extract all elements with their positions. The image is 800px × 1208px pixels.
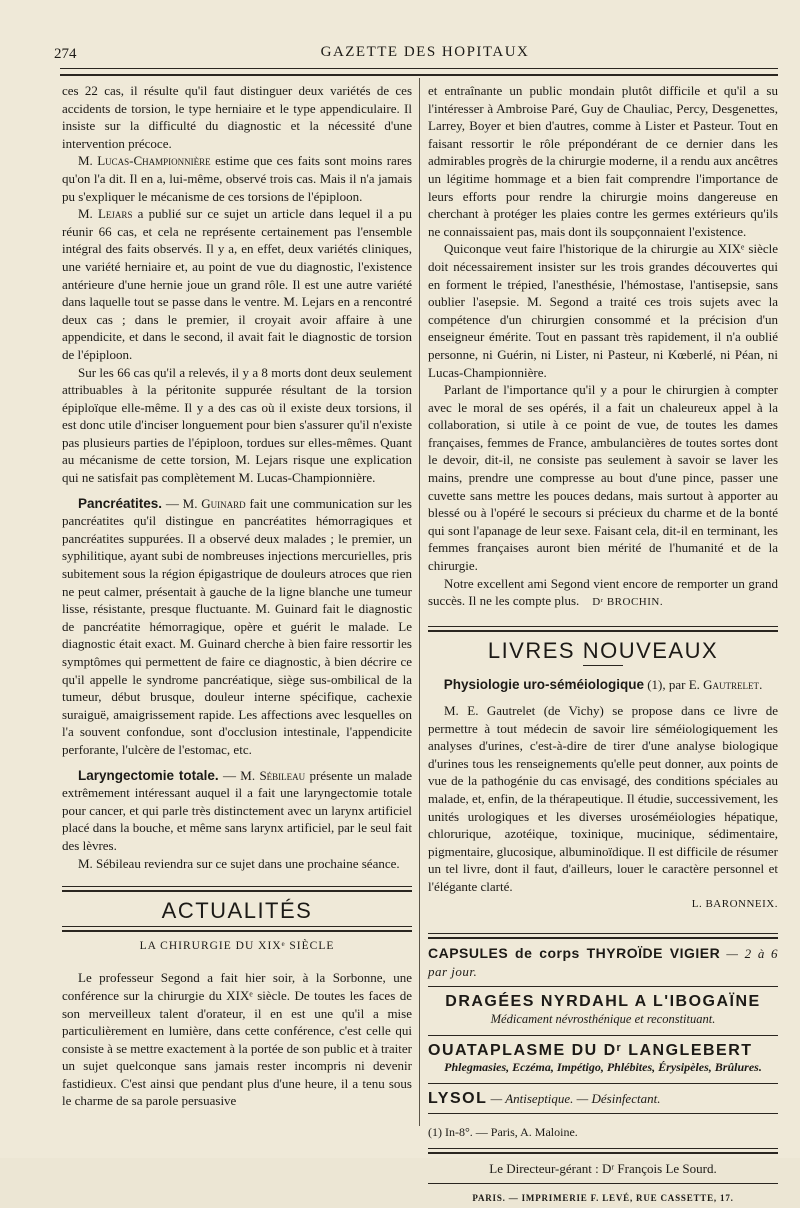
section-rule [62, 926, 412, 932]
section-rule [428, 933, 778, 939]
header-rule [60, 68, 778, 76]
footer-rule [428, 1183, 778, 1184]
printer-imprint: PARIS. — IMPRIMERIE F. LEVÉ, RUE CASSETTE, 17. [472, 1193, 734, 1204]
ad-text: LYSOL [428, 1089, 488, 1107]
author-signature: Dʳ BROCHIN. [592, 596, 664, 609]
ad-tagline: Phlegmasies, Eczéma, Impétigo, Phlébites, Érysipèles, Brûlures. [444, 1060, 762, 1075]
paragraph-text: présente un malade extrêmement intéressant auquel il a fait une laryngectomie totale pour cancer, et qui parle très distinctement avec un larynx artificiel placé dans la bouche, et même sans larynx artificiel, par le seul fait des lèvres. [62, 767, 413, 853]
paragraph-text: — M. [218, 767, 260, 783]
column-divider [419, 78, 420, 1126]
paragraph: et entraînante un public mondain plutôt difficile et qu'il a su l'intéresser à Ambroise Paré, Guy de Chauliac, Percy, Desgenettes, Larrey, Boyer et bien d'autres, comme à Lister et Pasteur. Tout en faisant ressortir le rôle prépondérant de ce dernier dans les admirables progrès de la chirurgie moderne, il a rendu aux ancêtres un légitime hommage et a bien fait comprendre l'importance de leurs efforts pour rendre la chirurgie moins dangereuse en cherchant à protéger les plaies contre les germes extérieurs qu'ils ne connaissaient pas, mais dont ils soupçonnaient l'existence. [428, 83, 778, 239]
topic-heading: Laryngectomie totale. [78, 767, 219, 783]
paragraph-text: Notre excellent ami Segond vient encore de remporter un grand succès. Il ne les compte plus. [428, 575, 778, 609]
advertisement-capsules [428, 945, 778, 980]
paragraph-text: a publié sur ce sujet un article dans lequel il a pu réunir 66 cas, et cela ne représente certainement pas l'ensemble intégral des faits observés. Il y a, en effet, deux variétés cliniques, une variété herniaire et, au point de vue du diagnostic, l'existence antérieure d'une hernie joue un grand rôle. Il est une autre variété dans laquelle tout se passe dans le ventre. M. Lejars en a rencontré deux cas ; dans le premier, il croyait avoir affaire à une appendicite, et dans le second, il avait fait le diagnostic de torsion de l'épiploon. [62, 206, 412, 362]
paragraph-text: estime que ces faits sont moins rares qu'on l'a dit. Il en a, lui-même, observé trois cas. Mais il n'a jamais pu s'expliquer le mécanisme de ces torsions de l'épiploon. [62, 153, 412, 204]
section-title: LIVRES NOUVEAUX [487, 637, 719, 663]
directeur-gerant: Le Directeur-gérant : Dʳ François Le Sourd. [489, 1160, 717, 1176]
book-heading [428, 676, 778, 694]
paragraph: ces 22 cas, il résulte qu'il faut distinguer deux variétés de ces accidents de torsion, le type herniaire et le type appendiculaire. Il insiste sur la difficulté du diagnostic et la nécessité d'une intervention précoce. [62, 83, 412, 151]
ad-divider [428, 1113, 778, 1114]
ad-dosage: — 2 à 6 par jour. [428, 946, 778, 979]
speaker-name: M. Lejars [78, 206, 133, 222]
paragraph [62, 767, 412, 855]
book-author: Gautrelet [703, 677, 760, 693]
right-column [428, 82, 778, 1208]
title-underline [583, 665, 623, 666]
speaker-name: Guinard [201, 495, 246, 511]
advertisement-ouataplasme: OUATAPLASME DU Dʳ LANGLEBERT [428, 1041, 753, 1059]
article-subtitle: LA CHIRURGIE DU XIXᵉ SIÈCLE [139, 939, 335, 952]
topic-heading: Pancréatites. [78, 495, 163, 511]
section-rule [428, 626, 778, 632]
ad-divider [428, 1083, 778, 1084]
speaker-name: Sébileau [259, 767, 306, 783]
advertisement-lysol [428, 1090, 778, 1108]
paragraph: Sur les 66 cas qu'il a relevés, il y a 8 morts dont deux seulement attribuables à la péritonite suppurée résultant de la torsion épiploïque elle-même. Il y a des cas où il existe deux torsions, il est donc utile d'inciser longuement pour bien s'assurer qu'il n'existe pas plusieurs parties de l'épiploon, tordues sur elles-mêmes. Quant au mécanisme de cette torsion, M. Lejars risque une explication qui ne satisfait pas complètement M. Lucas-Championnière. [62, 364, 412, 486]
advertisement-dragees: DRAGÉES NYRDAHL A L'IBOGAÏNE [445, 993, 761, 1011]
speaker-name: M. Lucas-Championnière [78, 153, 211, 169]
paragraph: M. E. Gautrelet (de Vichy) se propose dans ce livre de permettre à tout médecin de savoir lire séméiologiquement les analyses d'urines, c'est-à-dire de tirer d'une analyse biologique d'urines tous les renseignements qu'elle peut donner, aux points de vue de la pathogénie du cas envisagé, des conditions spéciales au malade, et, enfin, de la thérapeutique. Il étudie, successivement, les unités urologiques et les diverses uroséméiologies hépatique, chlorurique, azotéique, toxinique, mucinique, sédimentaire, pigmentaire, glucosique, albuminoïdique. Il est difficile de résumer un tel livre, dont il faut, d'ailleurs, louer le caractère personnel et l'élégante clarté. [428, 703, 778, 894]
paragraph [62, 152, 412, 205]
section-rule [428, 1148, 778, 1154]
book-ref: (1), par E. [643, 677, 704, 693]
running-head: GAZETTE DES HOPITAUX [320, 44, 530, 60]
ad-tagline: Médicament névrosthénique et reconstituant. [490, 1011, 716, 1026]
page-number: 274 [54, 46, 77, 62]
ad-divider [428, 986, 778, 987]
footnote: (1) In-8°. — Paris, A. Maloine. [428, 1125, 578, 1140]
paragraph [62, 205, 412, 363]
paragraph: Quiconque veut faire l'historique de la chirurgie au XIXᵉ siècle doit nécessairement insister sur les trois grandes découvertes qui en forment le trépied, l'anesthésie, l'hémostase, l'antisepsie, sans oublier l'asepsie. M. Segond a traité ces trois sujets avec la compétence d'un chirurgien consommé et la précision d'un enseigneur émérite. Tout en passant très rapidement, il n'a oublié personne, ni Guérin, ni Lister, ni Pasteur, ni Kœberlé, ni Péan, ni Lucas-Championnière. [428, 241, 778, 380]
paragraph-text: — M. [162, 495, 202, 511]
book-title: Physiologie uro-séméiologique [443, 677, 644, 693]
section-rule [62, 886, 412, 892]
author-signature: L. BARONNEIX. [691, 897, 778, 910]
ad-divider [428, 1035, 778, 1036]
section-title: ACTUALITÉS [161, 898, 313, 924]
paragraph [62, 495, 412, 759]
paragraph [428, 575, 778, 612]
paragraph: M. Sébileau reviendra sur ce sujet dans une prochaine séance. [78, 855, 400, 871]
paragraph: Le professeur Segond a fait hier soir, à la Sorbonne, une conférence sur la chirurgie du XIXᵉ siècle. De toutes les faces de son merveilleux talent d'orateur, il en est une qu'il a mise particulièrement en lumière, dans cette conférence, c'est celle qui consiste à se mettre exactement à la portée de son public et à traiter un sujet quelconque sans jamais rester incompris ni devenir fastidieux. C'est ainsi que pendant plus d'une heure, il a tenu sous le charme de sa parole persuasive [62, 970, 412, 1109]
ad-text: CAPSULES de corps THYROÏDE VIGIER [428, 945, 721, 962]
left-column [62, 82, 412, 1110]
paragraph-text: fait une communication sur les pancréatites qu'il distingue en pancréatites hémorragiques et pancréatites suppurées. Il a observé deux malades ; le premier, un syphilitique, ayant subi de nombreuses injections mercurielles, pris subitement sous la région épigastrique de douleurs atroces que rien ne peut calmer, présentait à gauche de la ligne blanche une tumeur lisse, résistante, presque fluctuante. M. Guinard fait le diagnostic de pancréatite hémorragique, opère et guérit le malade. Le diagnostic était exact. M. Guinard cherche à bien faire ressortir les symptômes qui permettent de faire ce diagnostic, à bien décrire ce qu'il appelle le syndrome pancréatique, siège sus-ombilical de la tumeur, début brusque, douleur interne spécifique, cachexie suraiguë, amaigrissement rapide. Les affections avec lesquelles on l'a souvent confondue, sont d'occlusion intestinale, l'appendicite perforante, l'ulcère de l'estomac, etc. [62, 495, 412, 757]
ad-tagline: — Antiseptique. — Désinfectant. [487, 1090, 661, 1106]
book-punct: . [759, 677, 763, 693]
paragraph: Parlant de l'importance qu'il y a pour le chirurgien à compter avec le moral de ses opérés, il a fait un chaleureux appel à la collaboration, si utile à ce point de vue, de toutes les dames françaises, femmes de France, ambulancières de toutes sortes dont le devoir, dit-il, ne consiste pas seulement à savoir se laver les mains, prendre une compresse au bout d'une pince, passer une cuvette sans mettre les pouces dedans, mais surtout à apporter au blessé ou à l'opéré le secours si précieux du charme et de la bonté qui sont l'apanage de leur sexe. Faisant cela, dit-il en terminant, les femmes françaises auront bien mérité de l'humanité et de la chirurgie. [428, 382, 778, 574]
